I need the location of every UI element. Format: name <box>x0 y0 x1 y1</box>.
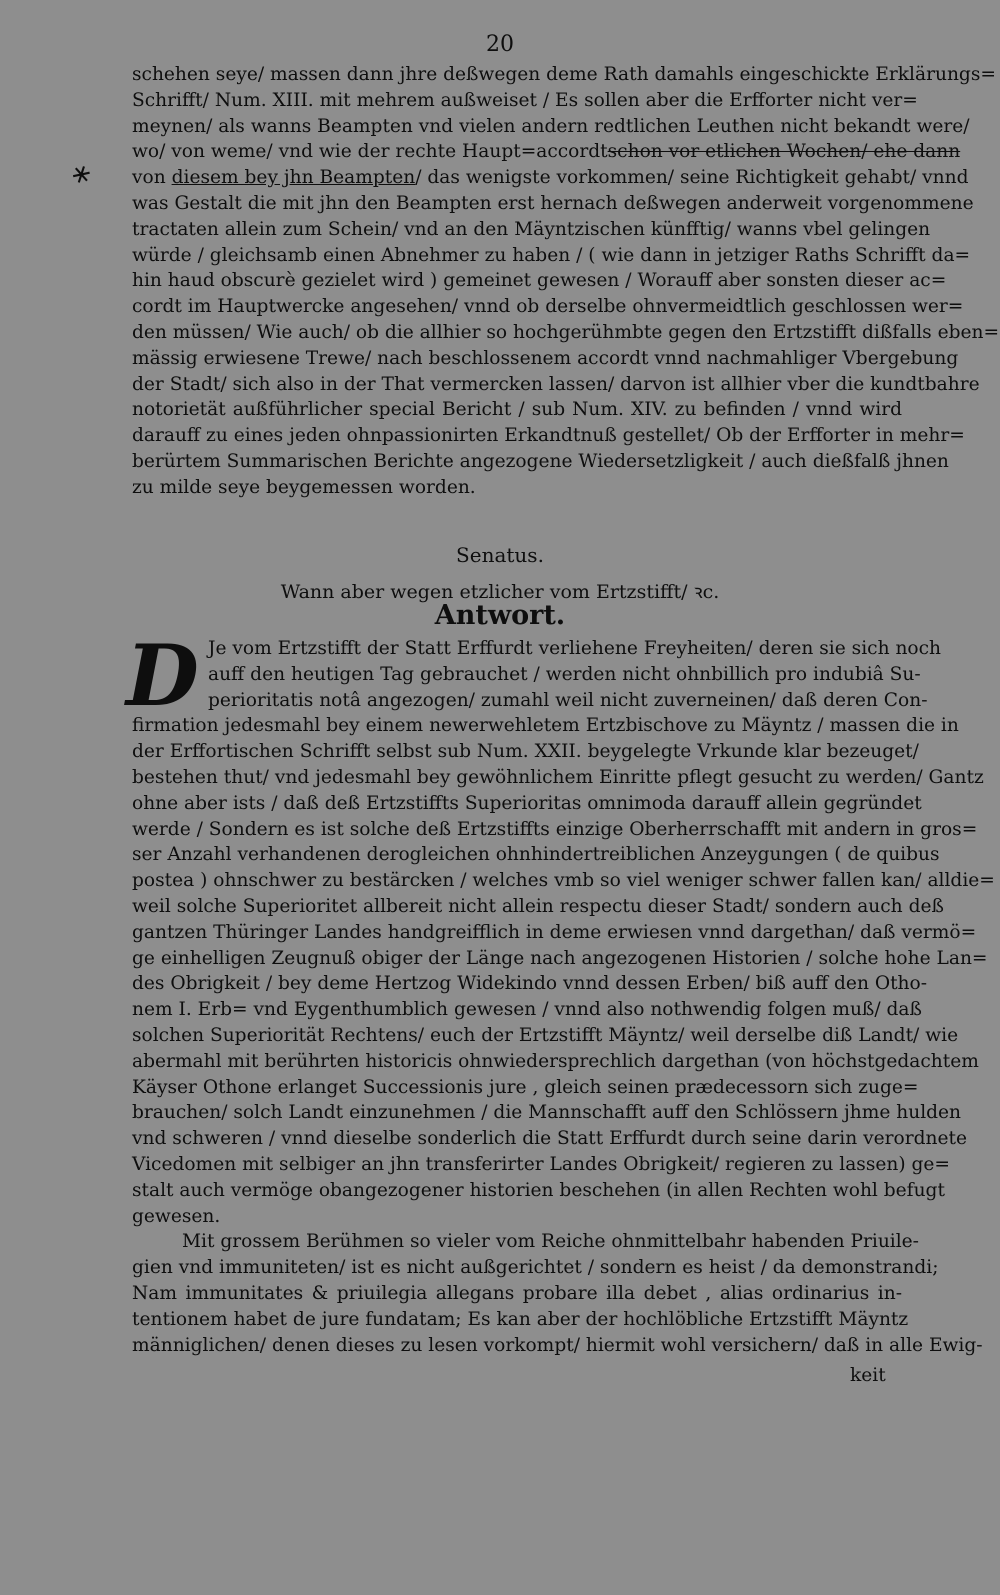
struck-text: schon vor etlichen Wochen/ ehe dann <box>607 141 961 163</box>
text-line: Mit grossem Berühmen so vieler vom Reiche ohnmittelbahr habenden Priuile- <box>182 1231 919 1253</box>
drop-cap-initial: D <box>126 626 199 725</box>
text-line: Vicedomen mit selbiger an jhn transferirter Landes Obrigkeit/ regieren zu lassen) ge= <box>132 1153 950 1175</box>
text-line: tractaten allein zum Schein/ vnd an den Mäyntzischen künfftig/ wanns vbel gelingen <box>132 218 931 240</box>
subheading: Wann aber wegen etzlicher vom Ertzstifft/ ꝛc. <box>280 581 720 603</box>
margin-mark-icon: ⚹ <box>68 153 94 192</box>
text-line: den müssen/ Wie auch/ ob die allhier so hochgerühmbte gegen den Ertzstifft dißfalls eben= <box>132 321 1000 343</box>
text-line: solchen Superiorität Rechtens/ euch der Ertzstifft Mäyntz/ weil derselbe diß Landt/ wie <box>132 1024 959 1046</box>
text-line: ohne aber ists / daß deß Ertzstiffts Superioritas omnimoda darauff allein gegründet <box>132 792 922 814</box>
text-line: werde / Sondern es ist solche deß Ertzstiffts einzige Oberherrschafft mit andern in gros= <box>132 818 978 840</box>
text-line: postea ) ohnschwer zu bestärcken / welches vmb so viel weniger schwer fallen kan/ alldie= <box>132 870 995 892</box>
text-line: Je vom Ertzstifft der Statt Erffurdt verliehene Freyheiten/ deren sie sich noch <box>208 638 942 659</box>
text-line: mässig erwiesene Trewe/ nach beschlossenem accordt vnnd nachmahliger Vbergebung <box>132 347 959 369</box>
underlined-text: diesem bey jhn Beampten <box>171 167 416 189</box>
text-line: der Stadt/ sich also in der That vermercken lassen/ darvon ist allhier vber die kundtbahre <box>132 373 980 395</box>
text-line: was Gestalt die mit jhn den Beampten erst hernach deßwegen anderweit vorgenommene <box>132 192 974 214</box>
text-line: darauff zu eines jeden ohnpassionirten Erkandtnuß gestellet/ Ob der Erfforter in mehr= <box>132 425 965 447</box>
text-line: hin haud obscurè gezielet wird ) gemeinet gewesen / Worauff aber sonsten dieser ac= <box>132 270 947 292</box>
paragraph-2 <box>132 636 995 1358</box>
text-line: Käyser Othone erlanget Successionis jure , gleich seinen prædecessorn sich zuge= <box>132 1076 919 1098</box>
speaker-heading: Senatus. <box>456 543 544 567</box>
text-line: würde / gleichsamb einen Abnehmer zu haben / ( wie dann in jetziger Raths Schrifft da= <box>132 244 971 266</box>
text-line: von diesem bey jhn Beampten/ das wenigste vorkommen/ seine Richtigkeit gehabt/ vnnd <box>132 167 969 189</box>
text-line: stalt auch vermöge obangezogener historien beschehen (in allen Rechten wohl befugt <box>132 1179 945 1201</box>
text-line: nem I. Erb= vnd Eygenthumblich gewesen / vnnd also nothwendig folgen muß/ daß <box>132 999 922 1021</box>
text-line: Schrifft/ Num. XIII. mit mehrem außweiset / Es sollen aber die Erfforter nicht ver= <box>132 89 918 111</box>
text-line: gien vnd immuniteten/ ist es nicht außgerichtet / sondern es heist / da demonstrandi; <box>132 1257 939 1279</box>
text-line: abermahl mit berührten historicis ohnwiedersprechlich dargethan (von höchstgedachtem <box>132 1050 979 1072</box>
catchword: keit <box>850 1365 886 1386</box>
text-line: berürtem Summarischen Berichte angezogene Wiedersetzligkeit / auch dießfalß jhnen <box>132 450 949 472</box>
paragraph-1 <box>132 62 1000 501</box>
text-line: firmation jedesmahl bey einem newerwehletem Ertzbischove zu Mäyntz / massen die in <box>132 715 959 737</box>
text-line: tentionem habet de jure fundatam; Es kan aber der hochlöbliche Ertzstifft Mäyntz <box>132 1308 909 1330</box>
page-number: 20 <box>486 32 514 57</box>
text-line <box>132 139 961 165</box>
text-line: der Erffortischen Schrifft selbst sub Num. XXII. beygelegte Vrkunde klar bezeuget/ <box>132 741 919 763</box>
text-line: ser Anzahl verhandenen derogleichen ohnhindertreiblichen Anzeygungen ( de quibus <box>132 844 940 866</box>
text-line: gantzen Thüringer Landes handgreifflich in deme erwiesen vnnd dargethan/ daß vermö= <box>132 921 977 943</box>
text-line: perioritatis notâ angezogen/ zumahl weil nicht zuverneinen/ daß deren Con- <box>208 689 928 711</box>
text-line: auff den heutigen Tag gebrauchet / werden nicht ohnbillich pro indubiâ Su- <box>208 663 921 685</box>
text-line: weil solche Superioritet allbereit nicht allein respectu dieser Stadt/ sondern auch deß <box>132 895 944 917</box>
text-line-part: wo/ von weme/ vnd wie der rechte Haupt=accordt <box>132 141 608 163</box>
text-line: brauchen/ solch Landt einzunehmen / die Mannschafft auff den Schlössern jhme hulden <box>132 1102 962 1124</box>
text-line: des Obrigkeit / bey deme Hertzog Widekindo vnnd dessen Erben/ biß auff den Otho- <box>132 973 927 995</box>
text-line: zu milde seye beygemessen worden. <box>132 476 476 498</box>
response-title: Antwort. <box>434 600 566 631</box>
text-line: männiglichen/ denen dieses zu lesen vorkompt/ hiermit wohl versichern/ daß in alle Ewig- <box>132 1334 983 1356</box>
text-line: gewesen. <box>132 1205 221 1227</box>
text-line: Nam immunitates & priuilegia allegans probare illa debet , alias ordinarius in- <box>132 1282 902 1304</box>
text-line: meynen/ als wanns Beampten vnd vielen andern redtlichen Leuthen nicht bekandt were/ <box>132 115 970 137</box>
text-line: vnd schweren / vnnd dieselbe sonderlich die Statt Erffurdt durch seine darin verordnete <box>132 1128 967 1150</box>
text-line: cordt im Hauptwercke angesehen/ vnnd ob derselbe ohnvermeidtlich geschlossen wer= <box>132 296 964 318</box>
text-line: notorietät außführlicher special Bericht / sub Num. XIV. zu befinden / vnnd wird <box>132 399 902 421</box>
text-line: schehen seye/ massen dann jhre deßwegen deme Rath damahls eingeschickte Erklärungs= <box>132 64 996 85</box>
text-line: bestehen thut/ vnd jedesmahl bey gewöhnlichem Einritte pflegt gesucht zu werden/ Gantz <box>132 766 984 788</box>
text-line: ge einhelligen Zeugnuß obiger der Länge nach angezogenen Historien / solche hohe Lan= <box>132 947 988 969</box>
